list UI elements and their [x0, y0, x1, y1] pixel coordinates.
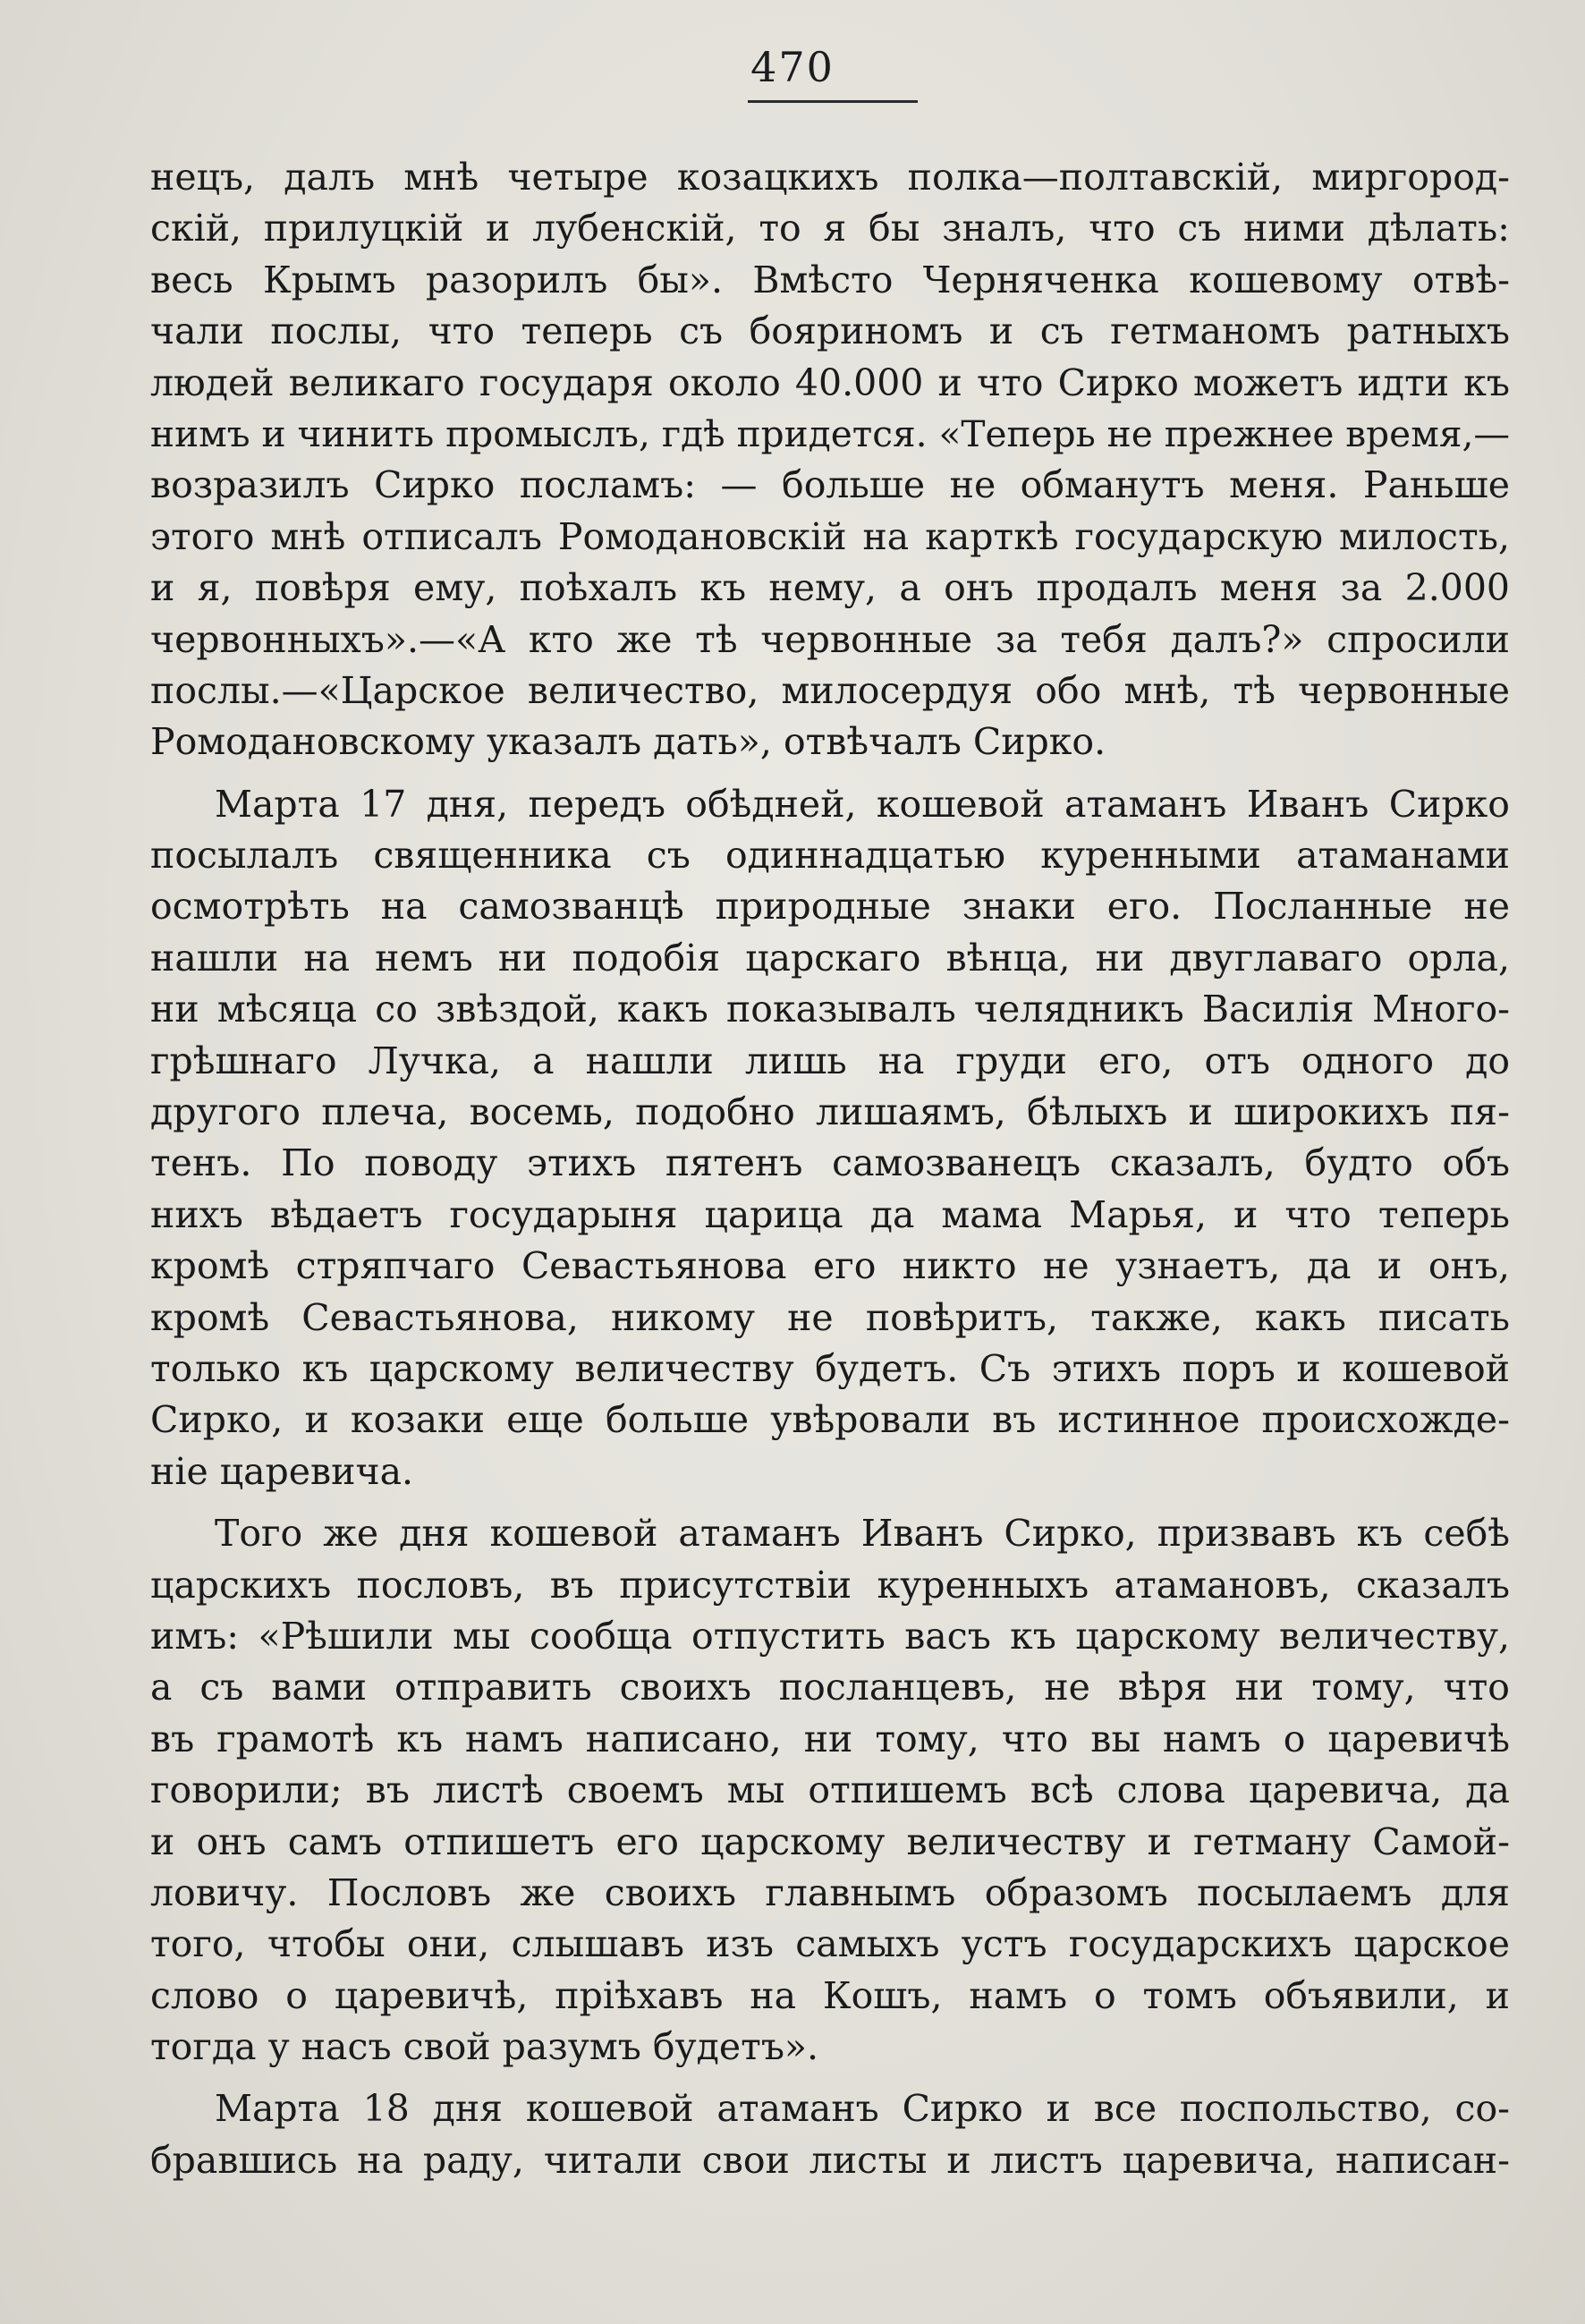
- text-line: говорили; въ листѣ своемъ мы отпишемъ всѣ слова царевича, да: [150, 1768, 1510, 1812]
- text-line: людей великаго государя около 40.000 и что Сирко можетъ идти къ: [150, 360, 1510, 404]
- text-line: этого мнѣ отписалъ Ромодановскій на карткѣ государскую милость,: [150, 514, 1510, 558]
- text-line: возразилъ Сирко посламъ: — больше не обманутъ меня. Раньше: [150, 463, 1510, 507]
- paragraph-4: [150, 2083, 1510, 2186]
- text-line: нашли на немъ ни подобія царскаго вѣнца, ни двуглаваго орла,: [150, 936, 1510, 980]
- text-line: слово о царевичѣ, пріѣхавъ на Кошъ, намъ о томъ объявили, и: [150, 1973, 1510, 2017]
- text-line: кромѣ Севастьянова, никому не повѣритъ, также, какъ писать: [150, 1295, 1510, 1339]
- text-line: Того же дня кошевой атаманъ Иванъ Сирко, призвавъ къ себѣ: [215, 1512, 1510, 1556]
- text-line: грѣшнаго Лучка, а нашли лишь на груди его, отъ одного до: [150, 1039, 1510, 1082]
- body-text: [150, 152, 1510, 2186]
- text-line: нихъ вѣдаетъ государыня царица да мама Марья, и что теперь: [150, 1192, 1510, 1236]
- text-line: чали послы, что теперь съ бояриномъ и съ гетманомъ ратныхъ: [150, 310, 1510, 353]
- page-number: 470: [750, 43, 835, 91]
- text-line: Сирко, и козаки еще больше увѣровали въ истинное происхожде-: [150, 1398, 1510, 1442]
- text-line: Марта 18 дня кошевой атаманъ Сирко и все поспольство, со-: [215, 2087, 1510, 2131]
- text-line: нимъ и чинить промыслъ, гдѣ придется. «Теперь не прежнее время,—: [150, 411, 1510, 455]
- text-line: тогда у насъ свой разумъ будетъ».: [150, 2025, 819, 2069]
- text-line: а съ вами отправить своихъ посланцевъ, не вѣря ни тому, что: [150, 1666, 1510, 1709]
- paragraph-2: [150, 779, 1510, 1497]
- text-line: другого плеча, восемь, подобно лишаямъ, бѣлыхъ и широкихъ пя-: [150, 1090, 1510, 1134]
- text-line: посылалъ священника съ одиннадцатью куренными атаманами: [150, 834, 1510, 878]
- text-line: скій, прилуцкій и лубенскій, то я бы зналъ, что съ ними дѣлать:: [150, 207, 1510, 250]
- text-line: ни мѣсяца со звѣздой, какъ показывалъ челядникъ Василія Много-: [150, 988, 1510, 1031]
- text-line: тенъ. По поводу этихъ пятенъ самозванецъ сказалъ, будто объ: [150, 1141, 1510, 1185]
- text-line: послы.—«Царское величество, милосердуя обо мнѣ, тѣ червонные: [150, 668, 1510, 712]
- text-line: Ромодановскому указалъ дать», отвѣчалъ Сирко.: [150, 720, 1106, 764]
- text-line: ловичу. Пословъ же своихъ главнымъ образомъ посылаемъ для: [150, 1870, 1510, 1914]
- text-line: бравшись на раду, читали свои листы и листъ царевича, написан-: [150, 2138, 1510, 2182]
- page-number-rule: [748, 100, 918, 103]
- text-line: кромѣ стряпчаго Севастьянова его никто не узнаетъ, да и онъ,: [150, 1244, 1510, 1288]
- text-line: того, чтобы они, слышавъ изъ самыхъ устъ государскихъ царское: [150, 1922, 1510, 1966]
- text-line: царскихъ пословъ, въ присутствіи куренныхъ атамановъ, сказалъ: [150, 1563, 1510, 1607]
- text-line: нецъ, далъ мнѣ четыре козацкихъ полка—полтавскій, миргород-: [150, 156, 1510, 199]
- text-line: въ грамотѣ къ намъ написано, ни тому, что вы намъ о царевичѣ: [150, 1717, 1510, 1760]
- paragraph-1: [150, 152, 1510, 768]
- text-line: червонныхъ».—«А кто же тѣ червонные за тебя далъ?» спросили: [150, 617, 1510, 661]
- text-line: осмотрѣть на самозванцѣ природные знаки его. Посланные не: [150, 885, 1510, 929]
- text-line: имъ: «Рѣшили мы сообща отпустить васъ къ царскому величеству,: [150, 1614, 1510, 1658]
- text-line: и я, повѣря ему, поѣхалъ къ нему, а онъ продалъ меня за 2.000: [150, 566, 1510, 610]
- text-line: и онъ самъ отпишетъ его царскому величеству и гетману Самой-: [150, 1819, 1510, 1863]
- text-line: весь Крымъ разорилъ бы». Вмѣсто Черняченка кошевому отвѣ-: [150, 258, 1510, 301]
- text-line: только къ царскому величеству будетъ. Съ этихъ поръ и кошевой: [150, 1346, 1510, 1390]
- text-line: Марта 17 дня, передъ обѣдней, кошевой атаманъ Иванъ Сирко: [215, 782, 1510, 826]
- paragraph-3: [150, 1508, 1510, 2073]
- text-line: ніе царевича.: [150, 1449, 414, 1493]
